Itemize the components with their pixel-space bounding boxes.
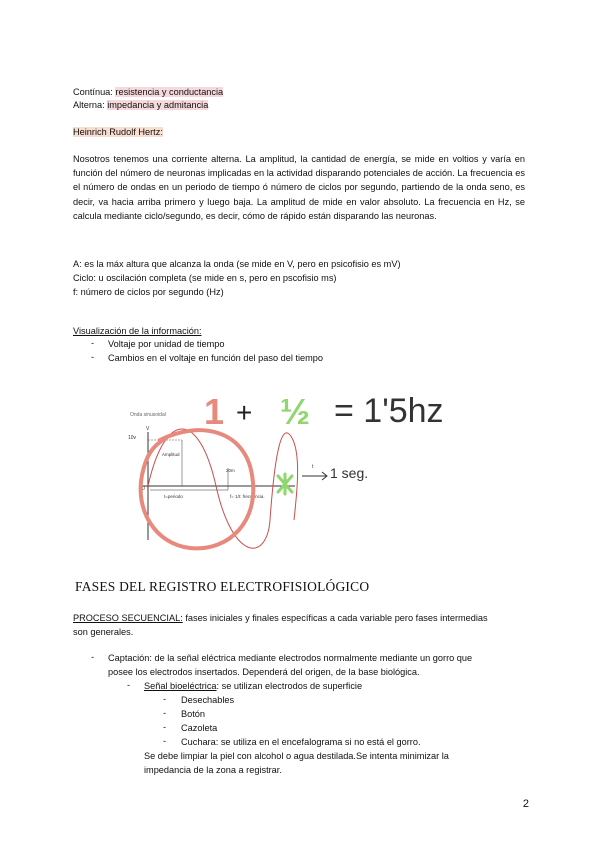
electrode-item: Cazoleta: [181, 723, 218, 733]
alterna-line: [73, 99, 208, 113]
senal-rest: : se utilizan electrodos de superficie: [216, 681, 363, 691]
proceso-text: fases iniciales y finales específicas a cada variable pero fases intermedias: [182, 613, 488, 623]
senal-line: [144, 680, 362, 694]
bullet-dash: -: [127, 680, 131, 690]
bullet-dash: -: [163, 736, 167, 746]
electrode-item: Cuchara: se utiliza en el encefalograma si no está el gorro.: [181, 737, 421, 747]
captacion-line2: posee los electrodos insertados. Dependerá del origen, de la base biológica.: [108, 667, 420, 677]
captacion-line1: Captación: de la señal eléctrica mediante electrodos normalmente mediante un gorro que: [108, 653, 473, 663]
formula-plus: +: [236, 397, 253, 428]
continua-prefix: Contínua:: [73, 87, 116, 97]
highlight-circle: [141, 430, 254, 548]
continua-line: [73, 86, 223, 100]
continua-highlight: resistencia y conductancia: [115, 87, 224, 97]
visualizacion-heading: Visualización de la información:: [73, 326, 202, 336]
bullet-dash: -: [91, 338, 95, 348]
proceso-heading: PROCESO SECUENCIAL:: [73, 613, 183, 623]
formula-half: ½: [280, 391, 311, 432]
label-10v: 10v: [128, 435, 137, 441]
label-periodo: t=periodo: [164, 494, 183, 499]
label-zero: 0: [142, 486, 145, 492]
label-amplitud: Amplitud: [162, 452, 180, 457]
label-onda: Onda sinusoidal: [130, 412, 166, 418]
label-v: V: [146, 426, 150, 432]
label-frecuencia: f= 1/t: frecuencia.: [230, 494, 265, 499]
senal-heading: Señal bioeléctrica: [144, 681, 217, 691]
visualizacion-item: Voltaje por unidad de tiempo: [108, 339, 225, 349]
senal-note-line1: Se debe limpiar la piel con alcohol o agua destilada.Se intenta minimizar la: [144, 751, 449, 761]
sine-wave-figure: [120, 380, 500, 560]
bullet-dash: -: [91, 352, 95, 362]
proceso-line1: [73, 612, 488, 626]
proceso-line2: son generales.: [73, 627, 134, 637]
definition-amplitude: A: es la máx altura que alcanza la onda (se mide en V, pero en psicofisio es mV): [73, 259, 401, 269]
electrode-item: Botón: [181, 709, 206, 719]
handwritten-seg: 1 seg.: [330, 465, 369, 481]
section-title: FASES DEL REGISTRO ELECTROFISIOLÓGICO: [75, 579, 370, 594]
sine-wave: [148, 429, 298, 548]
intro-paragraph: Nosotros tenemos una corriente alterna. La amplitud, la cantidad de energía, se mide en voltios y varía en función del número de neuronas implicadas en la actividad disparando potenciales de acción. La frecuencia es el número de ondas en un periodo de tiempo ó número de ciclos por segundo, partiendo de la onda seno, es decir, va hacia arriba primero y luego baja. La amplitud de mide en valor absoluto. La frecuencia en Hz, se calcula mediante ciclo/segundo, es decir, cómo de rápido están disparando las neuronas.: [73, 154, 525, 221]
bullet-dash: -: [163, 708, 167, 718]
alterna-prefix: Alterna:: [73, 100, 108, 110]
visualizacion-item: Cambios en el voltaje en función del paso del tiempo: [108, 353, 324, 363]
bullet-dash: -: [163, 722, 167, 732]
hertz-heading-text: Heinrich Rudolf Hertz:: [73, 127, 163, 137]
green-asterisk: [278, 474, 292, 494]
alterna-highlight: impedancia y admitancia: [107, 100, 209, 110]
label-20ms: 20m: [226, 468, 235, 473]
senal-note-line2: impedancia de la zona a registrar.: [144, 765, 282, 775]
definition-frequency: f: número de ciclos por segundo (Hz): [73, 287, 224, 297]
bullet-dash: -: [91, 652, 95, 662]
electrode-item: Desechables: [181, 695, 235, 705]
hertz-heading: [73, 126, 163, 140]
definition-ciclo: Ciclo: u oscilación completa (se mide en s, pero en pscofisio ms): [73, 273, 337, 283]
bullet-dash: -: [163, 694, 167, 704]
formula-one: 1: [204, 391, 225, 432]
label-t: t: [312, 464, 314, 470]
page-number: 2: [522, 798, 529, 810]
formula-equals: = 1'5hz: [334, 392, 444, 430]
